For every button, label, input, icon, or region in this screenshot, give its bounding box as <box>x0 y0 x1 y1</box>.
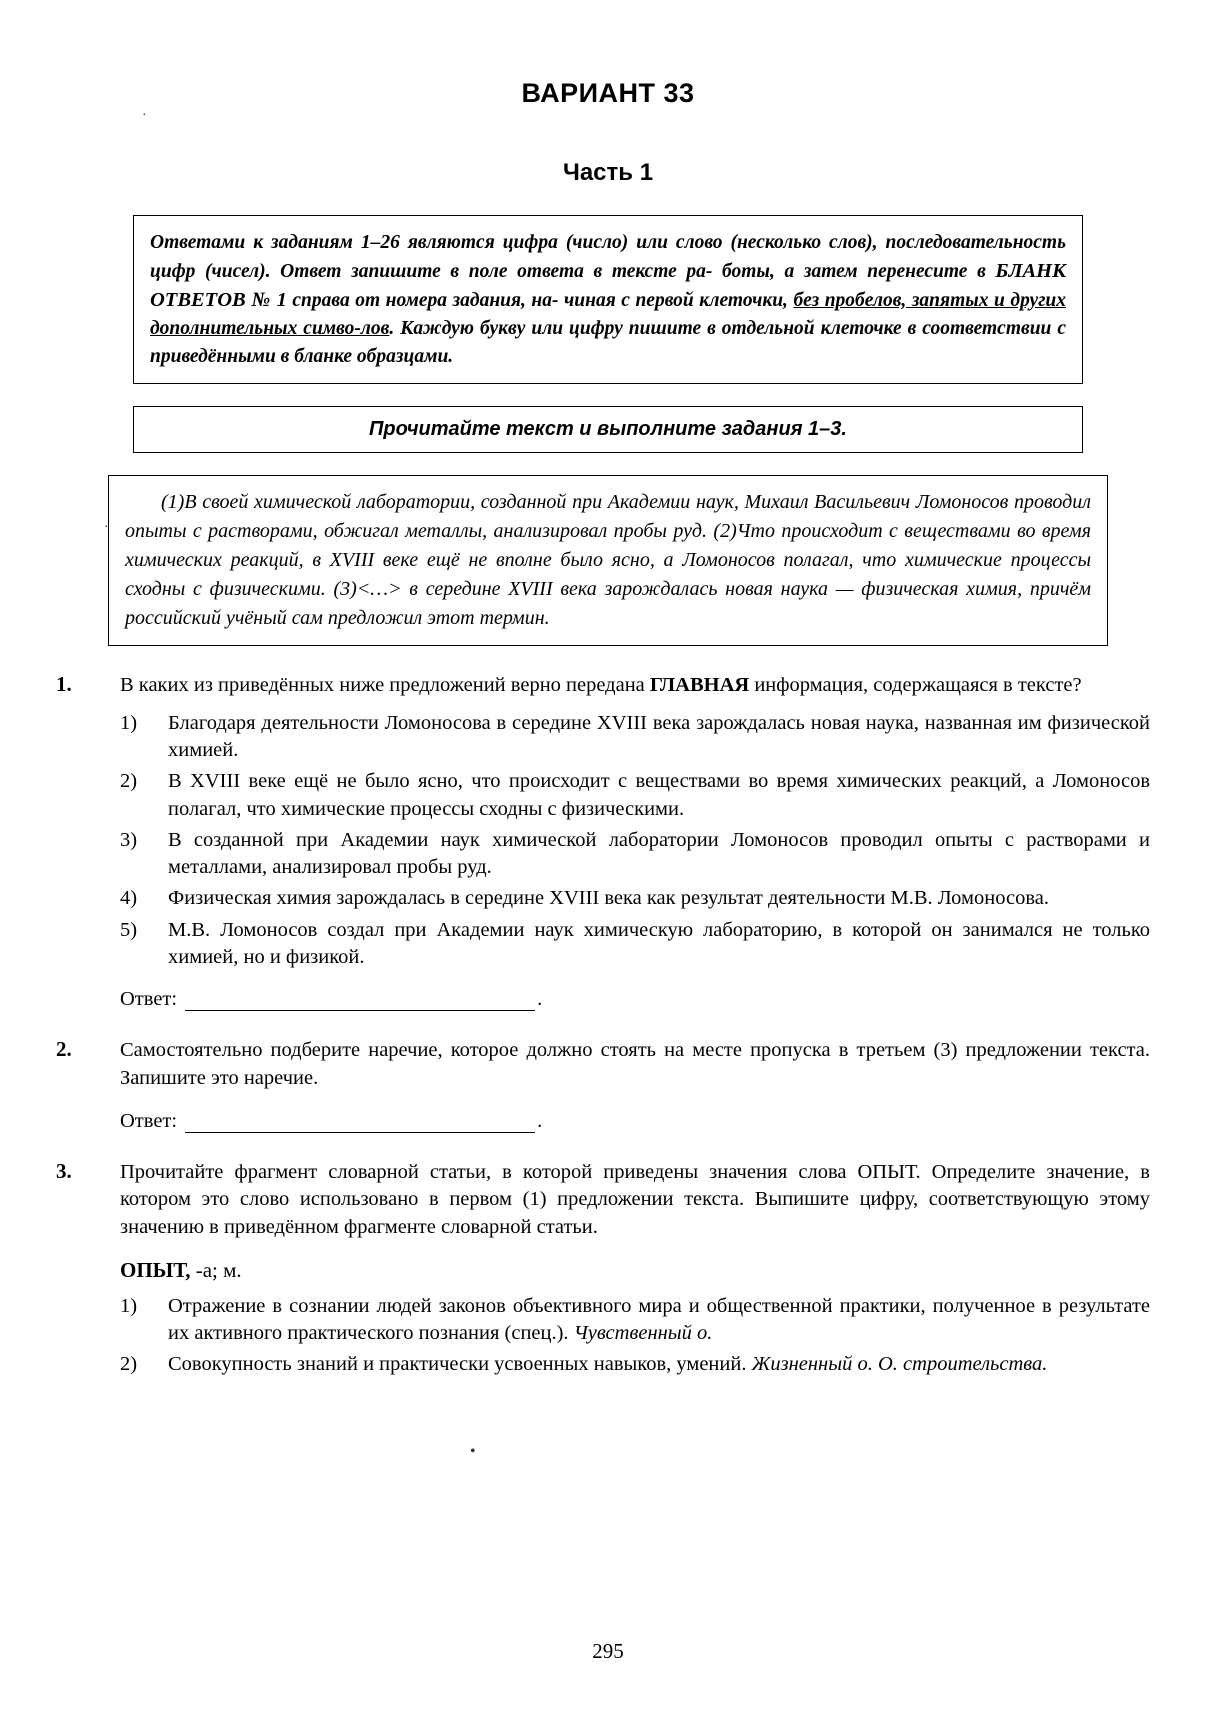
task-2-prompt: Самостоятельно подберите наречие, которое должно стоять на месте пропуска в третьем (3) предложении текста. Запишите это наречие. <box>120 1039 1150 1089</box>
answer-label: Ответ: <box>120 1109 178 1132</box>
task-3 <box>0 1159 1216 1379</box>
task-1-prompt-c: информация, содержащаяся в тексте? <box>749 674 1082 697</box>
entry-definition: Совокупность знаний и практически усвоенных навыков, умений. <box>168 1353 752 1376</box>
dictionary-headword <box>120 1258 1150 1283</box>
entry-example: Жизненный о. О. строительства. <box>751 1353 1048 1376</box>
option-text: М.В. Ломоносов создал при Академии наук химическую лабораторию, в которой он занимался не только химией, но и физикой. <box>168 918 1150 968</box>
instruction-line-2: последовательность цифр (чисел). Ответ запишите в поле ответа в тексте ра- <box>150 232 1067 282</box>
task-1-option-5[interactable] <box>120 917 1150 972</box>
task-1-option-2[interactable] <box>120 768 1150 823</box>
option-text: Физическая химия зарождалась в середине XVIII века как результат деятельности М.В. Ломоносова. <box>168 887 1049 910</box>
instruction-line-5: . Каждую букву или цифру пишите в отдельной клеточке в соответствии с <box>389 317 1067 339</box>
option-text: В XVIII веке ещё не было ясно, что происходит с веществами во время химических реакций, а Ломоносов полагал, что химические процессы сходны с физическими. <box>168 770 1150 820</box>
option-marker: 5) <box>120 918 138 941</box>
entry-text <box>168 1351 1150 1378</box>
option-marker: 1) <box>120 711 138 734</box>
entry-marker: 2) <box>120 1353 138 1376</box>
instruction-blank-answers-label: БЛАНК ОТВЕТОВ № 1 <box>150 259 1067 311</box>
part-heading: Часть 1 <box>562 159 654 186</box>
task-1-options <box>120 710 1150 971</box>
task-1-body <box>120 672 1150 1011</box>
task-1 <box>0 672 1216 1011</box>
task-1-option-3[interactable] <box>120 827 1150 882</box>
answer-label: Ответ: <box>120 988 178 1011</box>
answer-input-line[interactable] <box>185 1115 535 1133</box>
task-2 <box>0 1037 1216 1132</box>
dictionary-entries <box>120 1293 1150 1379</box>
task-1-option-1[interactable] <box>120 710 1150 765</box>
task-3-body <box>120 1159 1150 1379</box>
task-1-prompt <box>120 672 1150 700</box>
page-title: ВАРИАНТ 33 <box>521 78 695 108</box>
instruction-line-6: приведёнными в бланке образцами. <box>150 345 454 367</box>
task-1-prompt-emphasis: ГЛАВНАЯ <box>649 674 750 697</box>
instruction-line-3: боты, а затем перенесите в <box>722 260 996 282</box>
dictionary-entry-1 <box>120 1293 1150 1348</box>
entry-text <box>168 1293 1150 1348</box>
task-1-prompt-a: В каких из приведённых ниже предложений верно передана <box>120 674 650 697</box>
task-3-number: 3. <box>56 1158 72 1183</box>
source-text-body: (1)В своей химической лаборатории, созданной при Академии наук, Михаил Васильевич Ломоносов проводил опыты с растворами, обжигал металлы, анализировал пробы руд. (2)Что происходит с веществами во время химических реакций, в XVIII веке ещё не вполне было ясно, а Ломоносов полагал, что химические процессы сходны с физическими. (3)<…> в середине XVIII века зарождалась новая наука — физическая химия, причём российский учёный сам предложил этот термин. <box>125 491 1091 630</box>
read-text-instruction-label: Прочитайте текст и выполните задания 1–3. <box>369 418 847 441</box>
entry-example: Чувственный о. <box>573 1321 713 1344</box>
instruction-text <box>150 229 1066 370</box>
instruction-line-1: Ответами к заданиям 1–26 являются цифра (число) или слово (несколько слов), <box>150 232 878 253</box>
answer-input-line[interactable] <box>185 993 535 1011</box>
entry-marker: 1) <box>120 1294 138 1317</box>
task-1-answer-row <box>120 988 1150 1011</box>
scan-artifact-mark: · <box>142 108 147 123</box>
instruction-underlined-1: без пробелов, запятых и других дополнительных симво- <box>150 289 1067 339</box>
option-text: Благодаря деятельности Ломоносова в середине XVIII века зарождалась новая наука, названная им физической химией. <box>168 711 1150 762</box>
instruction-underlined-2: лов <box>360 317 390 339</box>
source-text-box <box>108 475 1108 646</box>
task-2-number: 2. <box>56 1037 72 1062</box>
option-text: В созданной при Академии наук химической лаборатории Ломоносов проводил опыты с растворами и металлами, анализировал пробы руд. <box>168 828 1150 879</box>
dictionary-grammar-note: -а; м. <box>190 1257 242 1282</box>
scan-artifact-dot: • <box>470 1443 476 1460</box>
task-3-prompt: Прочитайте фрагмент словарной статьи, в которой приведены значения слова ОПЫТ. Определите значение, в котором это слово использовано в первом (1) предложении текста. Выпишите цифру, соответствующую этому значению в приведённом фрагменте словарной статьи. <box>120 1160 1150 1238</box>
option-marker: 3) <box>120 828 138 851</box>
answer-period: . <box>537 988 543 1011</box>
read-text-instruction-box <box>133 406 1083 453</box>
task-1-option-4[interactable] <box>120 885 1150 912</box>
answer-period: . <box>537 1109 543 1132</box>
instruction-box-wrapper <box>133 215 1083 384</box>
option-marker: 2) <box>120 770 138 793</box>
task-2-body <box>120 1037 1150 1132</box>
dictionary-headword-text: ОПЫТ, <box>120 1257 191 1282</box>
scan-artifact-mark-2: · <box>104 520 109 535</box>
instruction-box <box>133 215 1083 384</box>
task-1-number: 1. <box>56 672 72 697</box>
dictionary-entry-2 <box>120 1351 1150 1378</box>
task-2-answer-row <box>120 1110 1150 1133</box>
instruction-line-3c: справа от номера задания, на- <box>286 289 559 311</box>
page-number: 295 <box>592 1639 624 1663</box>
option-marker: 4) <box>120 887 138 910</box>
entry-definition: Отражение в сознании людей законов объективного мира и общественной практики, полученное в результате их активного практического познания (спец.). <box>168 1294 1150 1344</box>
instruction-line-4: чиная с первой клеточки, <box>564 289 794 311</box>
